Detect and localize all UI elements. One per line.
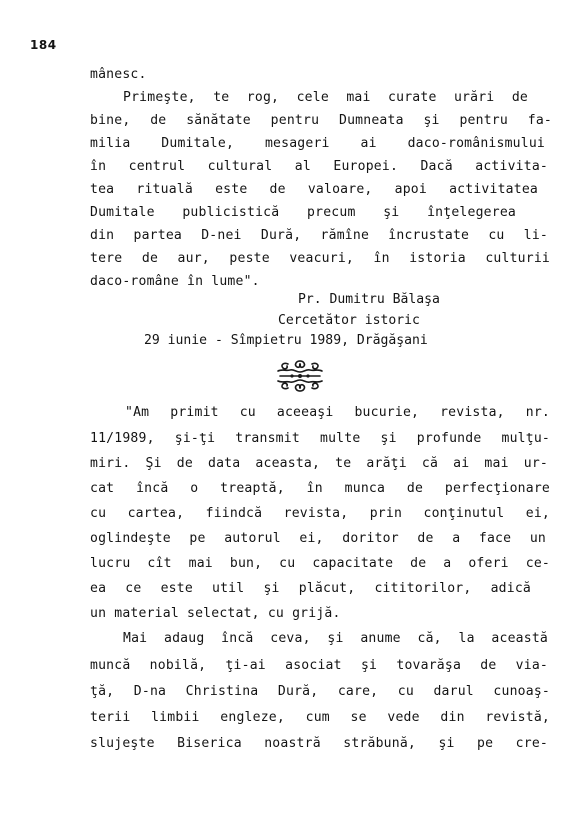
letter1-line-7: Dumitale publicistică precum şi înţelegerea [90, 205, 516, 220]
letter2-line-8: ea ce este util şi plăcut, cititorilor, adică [90, 581, 531, 596]
letter1-line-9: tere de aur, peste veacuri, în istoria culturii [90, 251, 550, 266]
letter1-line-1: mânesc. [90, 67, 147, 82]
signature-name: Pr. Dumitru Bălaşa [298, 292, 440, 307]
letter2-line-9: un material selectat, cu grijă. [90, 606, 341, 621]
letter2-line-10: Mai adaug încă ceva, şi anume că, la această [123, 631, 548, 646]
letter1-line-6: tea rituală este de valoare, apoi activitatea [90, 182, 538, 197]
letter2-line-12: ţă, D-na Christina Dură, care, cu darul cunoaş- [90, 684, 550, 699]
signature-title: Cercetător istoric [278, 313, 420, 328]
letter2-line-13: terii limbii engleze, cum se vede din revistă, [90, 710, 550, 725]
letter2-line-1: "Am primit cu aceeaşi bucurie, revista, nr. [125, 405, 550, 420]
letter2-line-7: lucru cît mai bun, cu capacitate de a oferi ce- [90, 556, 550, 571]
letter1-line-2: Primeşte, te rog, cele mai curate urări de [123, 90, 528, 105]
letter1-line-10: daco-române în lume". [90, 274, 260, 289]
page-number: 184 [30, 38, 57, 52]
letter1-line-5: în centrul cultural al Europei. Dacă activita- [90, 159, 548, 174]
letter2-line-2: 11/1989, şi-ţi transmit multe şi profunde mulţu- [90, 431, 550, 446]
signature-date-place: 29 iunie - Sîmpietru 1989, Drăgăşani [144, 333, 428, 348]
letter1-line-4: milia Dumitale, mesageri ai daco-românismului [90, 136, 545, 151]
letter2-line-4: cat încă o treaptă, în munca de perfecţionare [90, 481, 550, 496]
letter2-line-5: cu cartea, fiindcă revista, prin conţinutul ei, [90, 506, 550, 521]
ornament-icon [270, 358, 330, 394]
letter1-line-3: bine, de sănătate pentru Dumneata şi pentru fa- [90, 113, 552, 128]
letter2-line-14: slujeşte Biserica noastră străbună, şi pe cre- [90, 736, 548, 751]
letter2-line-11: muncă nobilă, ţi-ai asociat şi tovarăşa de via- [90, 658, 548, 673]
letter2-line-6: oglindeşte pe autorul ei, doritor de a face un [90, 531, 546, 546]
letter1-line-8: din partea D-nei Dură, rămîne încrustate cu li- [90, 228, 548, 243]
letter2-line-3: miri. Şi de data aceasta, te arăţi că ai mai ur- [90, 456, 548, 471]
